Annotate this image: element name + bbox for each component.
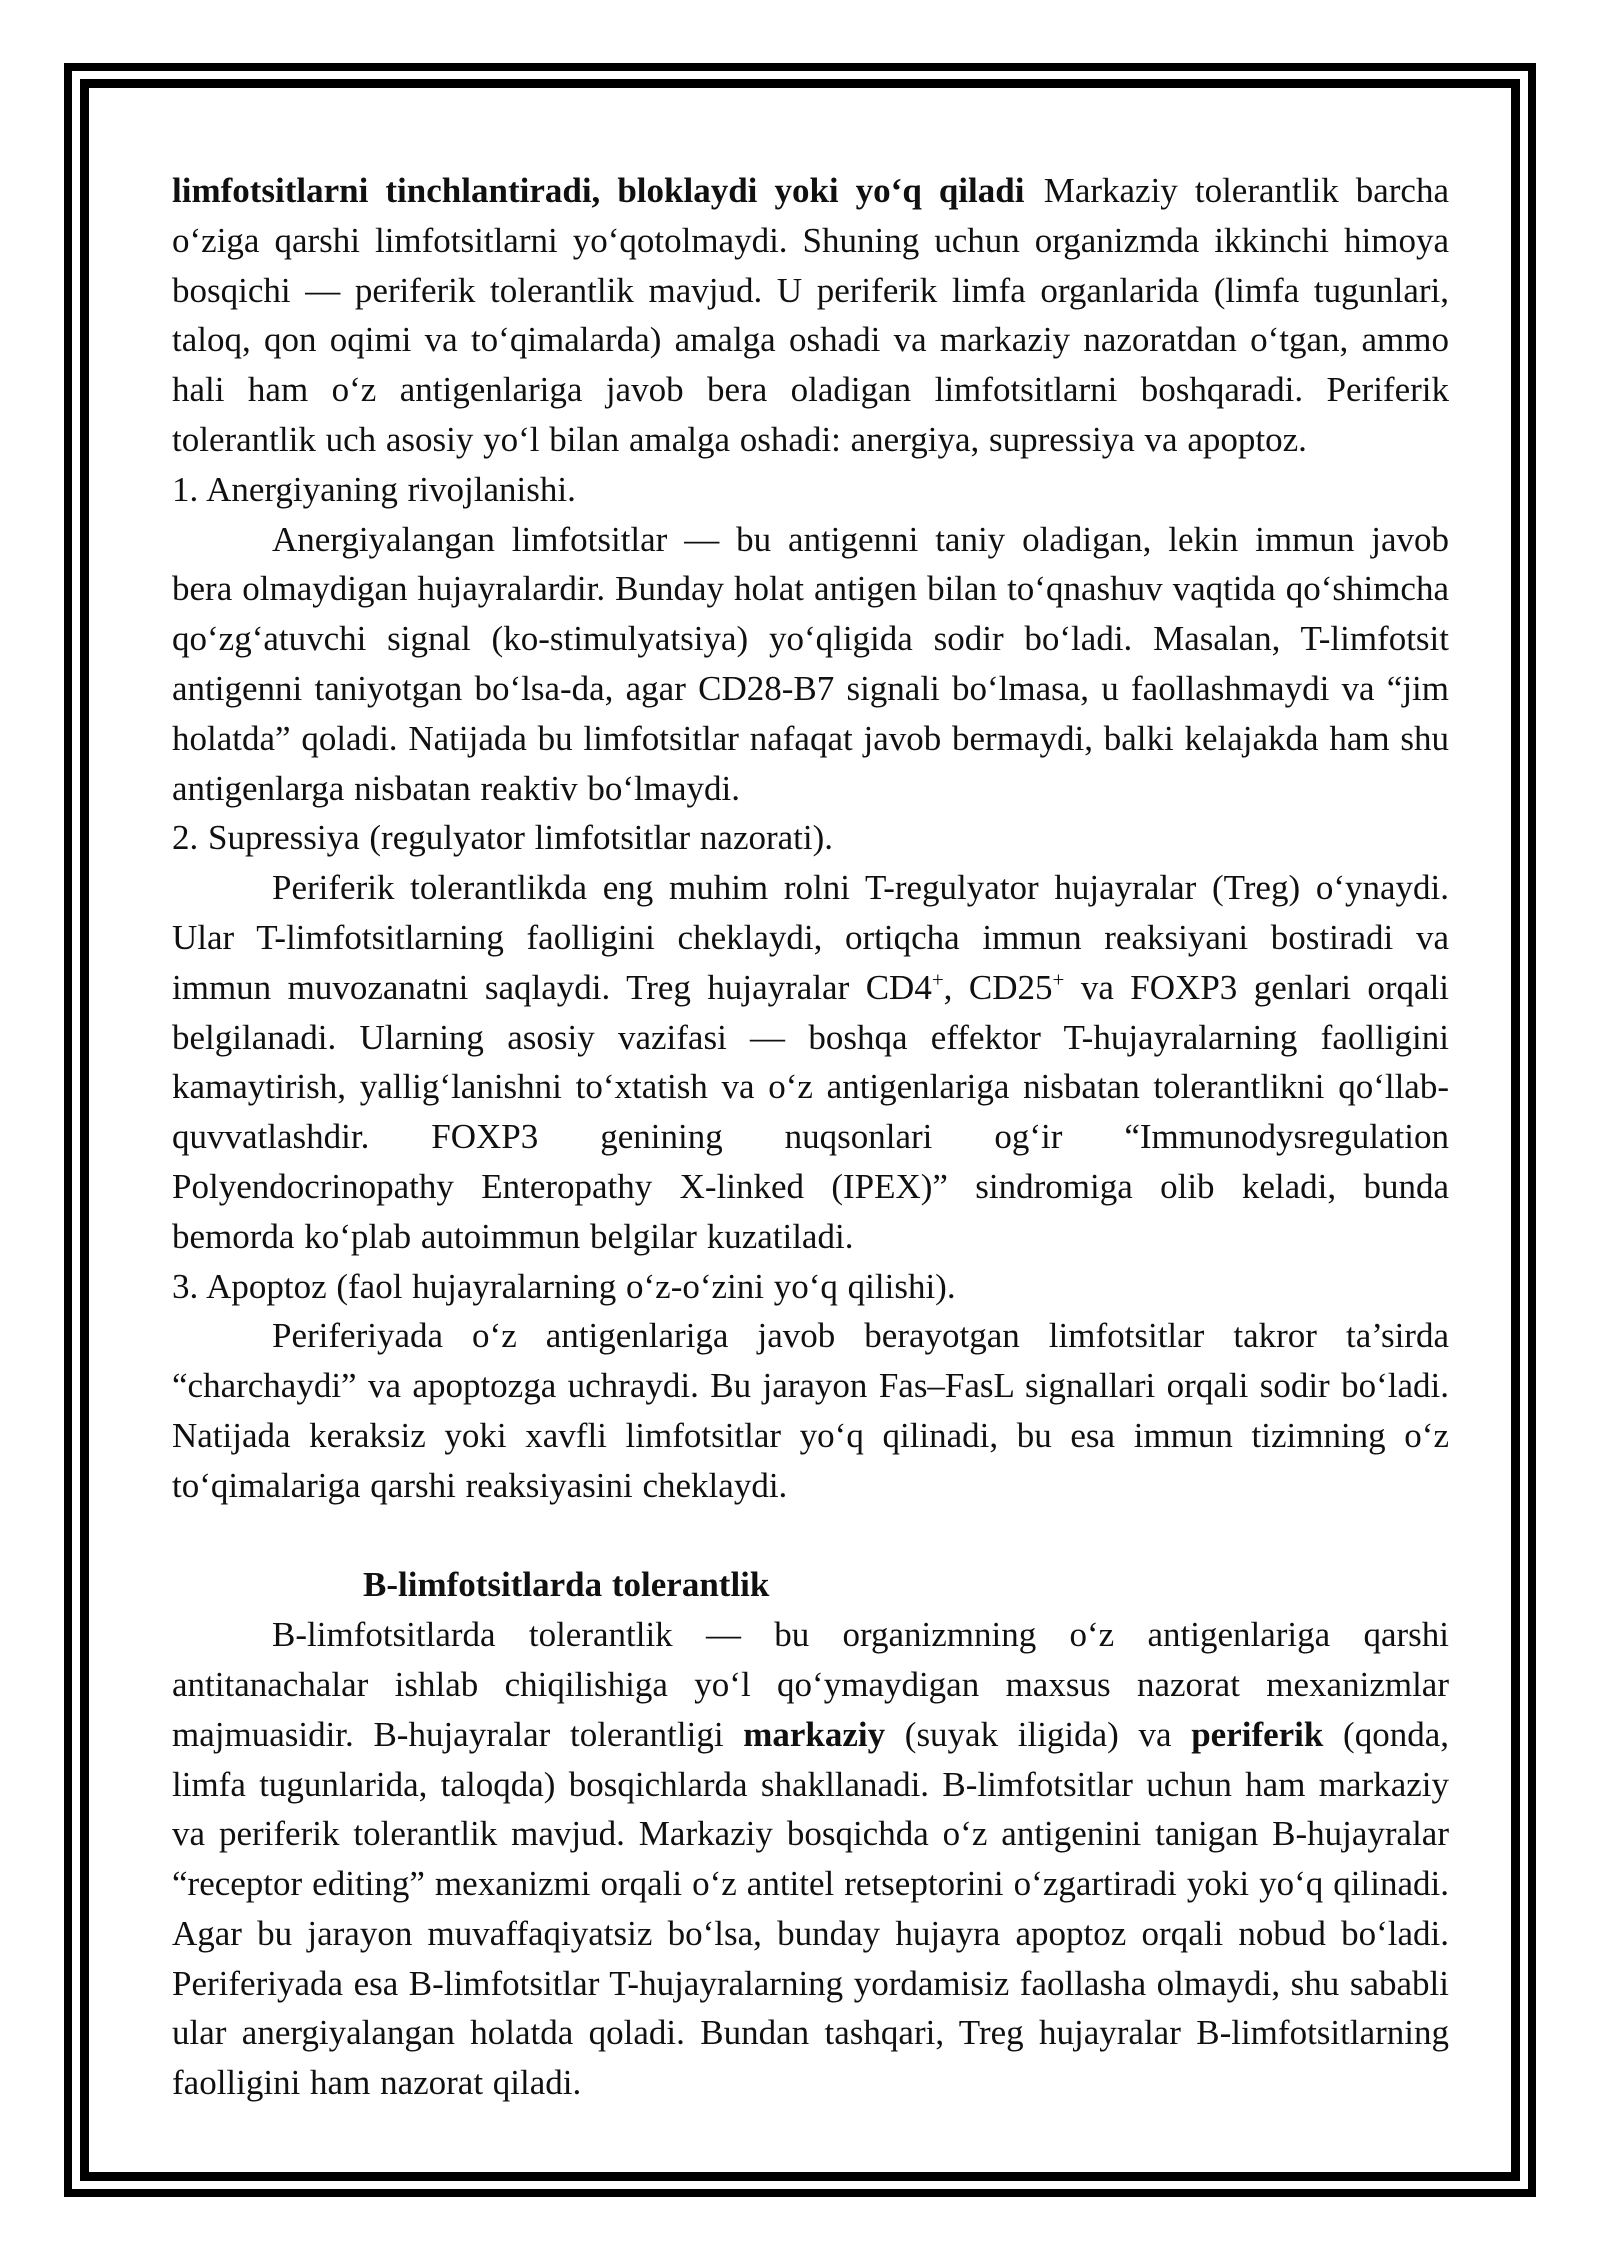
superscript-run: +	[931, 967, 944, 992]
section-heading	[363, 1560, 1449, 1610]
text-run: Periferik tolerantlikda eng muhim rolni T-regulyator hujayralar (Treg) o‘ynaydi. Ular T-limfotsitlarning faolligini cheklaydi, ortiqcha immun reaksiyani bostiradi va immun muvozanatni saqlaydi. Treg hujayralar CD4	[172, 868, 1449, 1007]
text-run: (qonda, limfa tugunlarida, taloqda) bosqichlarda shakllanadi. B-limfotsitlar uchun ham markaziy va periferik tolerantlik mavjud. Markaziy bosqichda o‘z antigenini tanigan B-hujayralar “receptor editing” mexanizmi orqali o‘z antitel retseptorini o‘zgartiradi yoki yo‘q qilinadi. Agar bu jarayon muvaffaqiyatsiz bo‘lsa, bunday hujayra apoptoz orqali nobud bo‘ladi. Periferiyada esa B-limfotsitlar T-hujayralarning yordamisiz faollasha olmaydi, shu sababli ular anergiyalangan holatda qoladi. Bundan tashqari, Treg hujayralar B-limfotsitlarning faolligini ham nazorat qiladi.	[172, 1714, 1449, 2103]
bold-text-run: periferik	[1191, 1714, 1324, 1754]
text-run: 1. Anergiyaning rivojlanishi.	[172, 469, 576, 509]
text-run: 3. Apoptoz (faol hujayralarning o‘z-o‘zini yo‘q qilishi).	[172, 1266, 956, 1306]
text-run: Markaziy tolerantlik barcha o‘ziga qarshi limfotsitlarni yo‘qotolmaydi. Shuning uchun organizmda ikkinchi himoya bosqichi — periferik tolerantlik mavjud. U periferik limfa organlarida (limfa tugunlari, taloq, qon oqimi va to‘qimalarda) amalga oshadi va markaziy nazoratdan o‘tgan, ammo hali ham o‘z antigenlariga javob bera oladigan limfotsitlarni boshqaradi. Periferik tolerantlik uch asosiy yo‘l bilan amalga oshadi: anergiya, supressiya va apoptoz.	[172, 171, 1449, 459]
text-run: 2. Supressiya (regulyator limfotsitlar nazorati).	[172, 818, 834, 858]
paragraph	[172, 1610, 1449, 2108]
text-run: Periferiyada o‘z antigenlariga javob berayotgan limfotsitlar takror ta’sirda “charchaydi” va apoptozga uchraydi. Bu jarayon Fas–FasL signallari orqali sodir bo‘ladi. Natijada keraksiz yoki xavfli limfotsitlar yo‘q qilinadi, bu esa immun tizimning o‘z to‘qimalariga qarshi reaksiyasini cheklaydi.	[172, 1316, 1449, 1505]
text-run: B-limfotsitlarda tolerantlik — bu organizmning o‘z antigenlariga qarshi antitanachalar ishlab chiqilishiga yo‘l qo‘ymaydigan maxsus nazorat mexanizmlar majmuasidir. B-hujayralar tolerantligi	[172, 1615, 1449, 1754]
paragraph	[172, 1262, 1449, 1312]
text-run: Anergiyalangan limfotsitlar — bu antigenni taniy oladigan, lekin immun javob bera olmaydigan hujayralardir. Bunday holat antigen bilan to‘qnashuv vaqtida qo‘shimcha qo‘zg‘atuvchi signal (ko-stimulyatsiya) yo‘qligida sodir bo‘ladi. Masalan, T-limfotsit antigenni taniyotgan bo‘lsa-da, agar CD28-B7 signali bo‘lmasa, u faollashmaydi va “jim holatda” qoladi. Natijada bu limfotsitlar nafaqat javob bermaydi, balki kelajakda ham shu antigenlarga nisbatan reaktiv bo‘lmaydi.	[172, 519, 1449, 808]
document-body	[172, 166, 1449, 2108]
paragraph	[172, 1311, 1449, 1510]
superscript-run: +	[1052, 967, 1065, 992]
text-run: va FOXP3 genlari orqali belgilanadi. Ularning asosiy vazifasi — boshqa effektor T-hujayralarning faolligini kamaytirish, yallig‘lanishni to‘xtatish va o‘z antigenlariga nisbatan tolerantlikni qo‘llab-quvvatlashdir. FOXP3 genining nuqsonlari og‘ir “Immunodysregulation Polyendocrinopathy Enteropathy X-linked (IPEX)” sindromiga olib keladi, bunda bemorda ko‘plab autoimmun belgilar kuzatiladi.	[172, 967, 1450, 1256]
paragraph	[172, 166, 1449, 465]
bold-text-run: B-limfotsitlarda tolerantlik	[363, 1565, 770, 1605]
paragraph	[172, 515, 1449, 814]
page-border-inner	[80, 79, 1520, 2181]
paragraph	[172, 813, 1449, 863]
page-border-outer	[64, 63, 1536, 2197]
text-run: (suyak iligida) va	[885, 1714, 1192, 1754]
paragraph	[172, 465, 1449, 515]
bold-text-run: markaziy	[743, 1714, 886, 1754]
paragraph	[172, 863, 1449, 1261]
text-run: , CD25	[943, 967, 1053, 1007]
bold-text-run: limfotsitlarni tinchlantiradi, bloklaydi yoki yo‘q qiladi	[172, 171, 1025, 210]
